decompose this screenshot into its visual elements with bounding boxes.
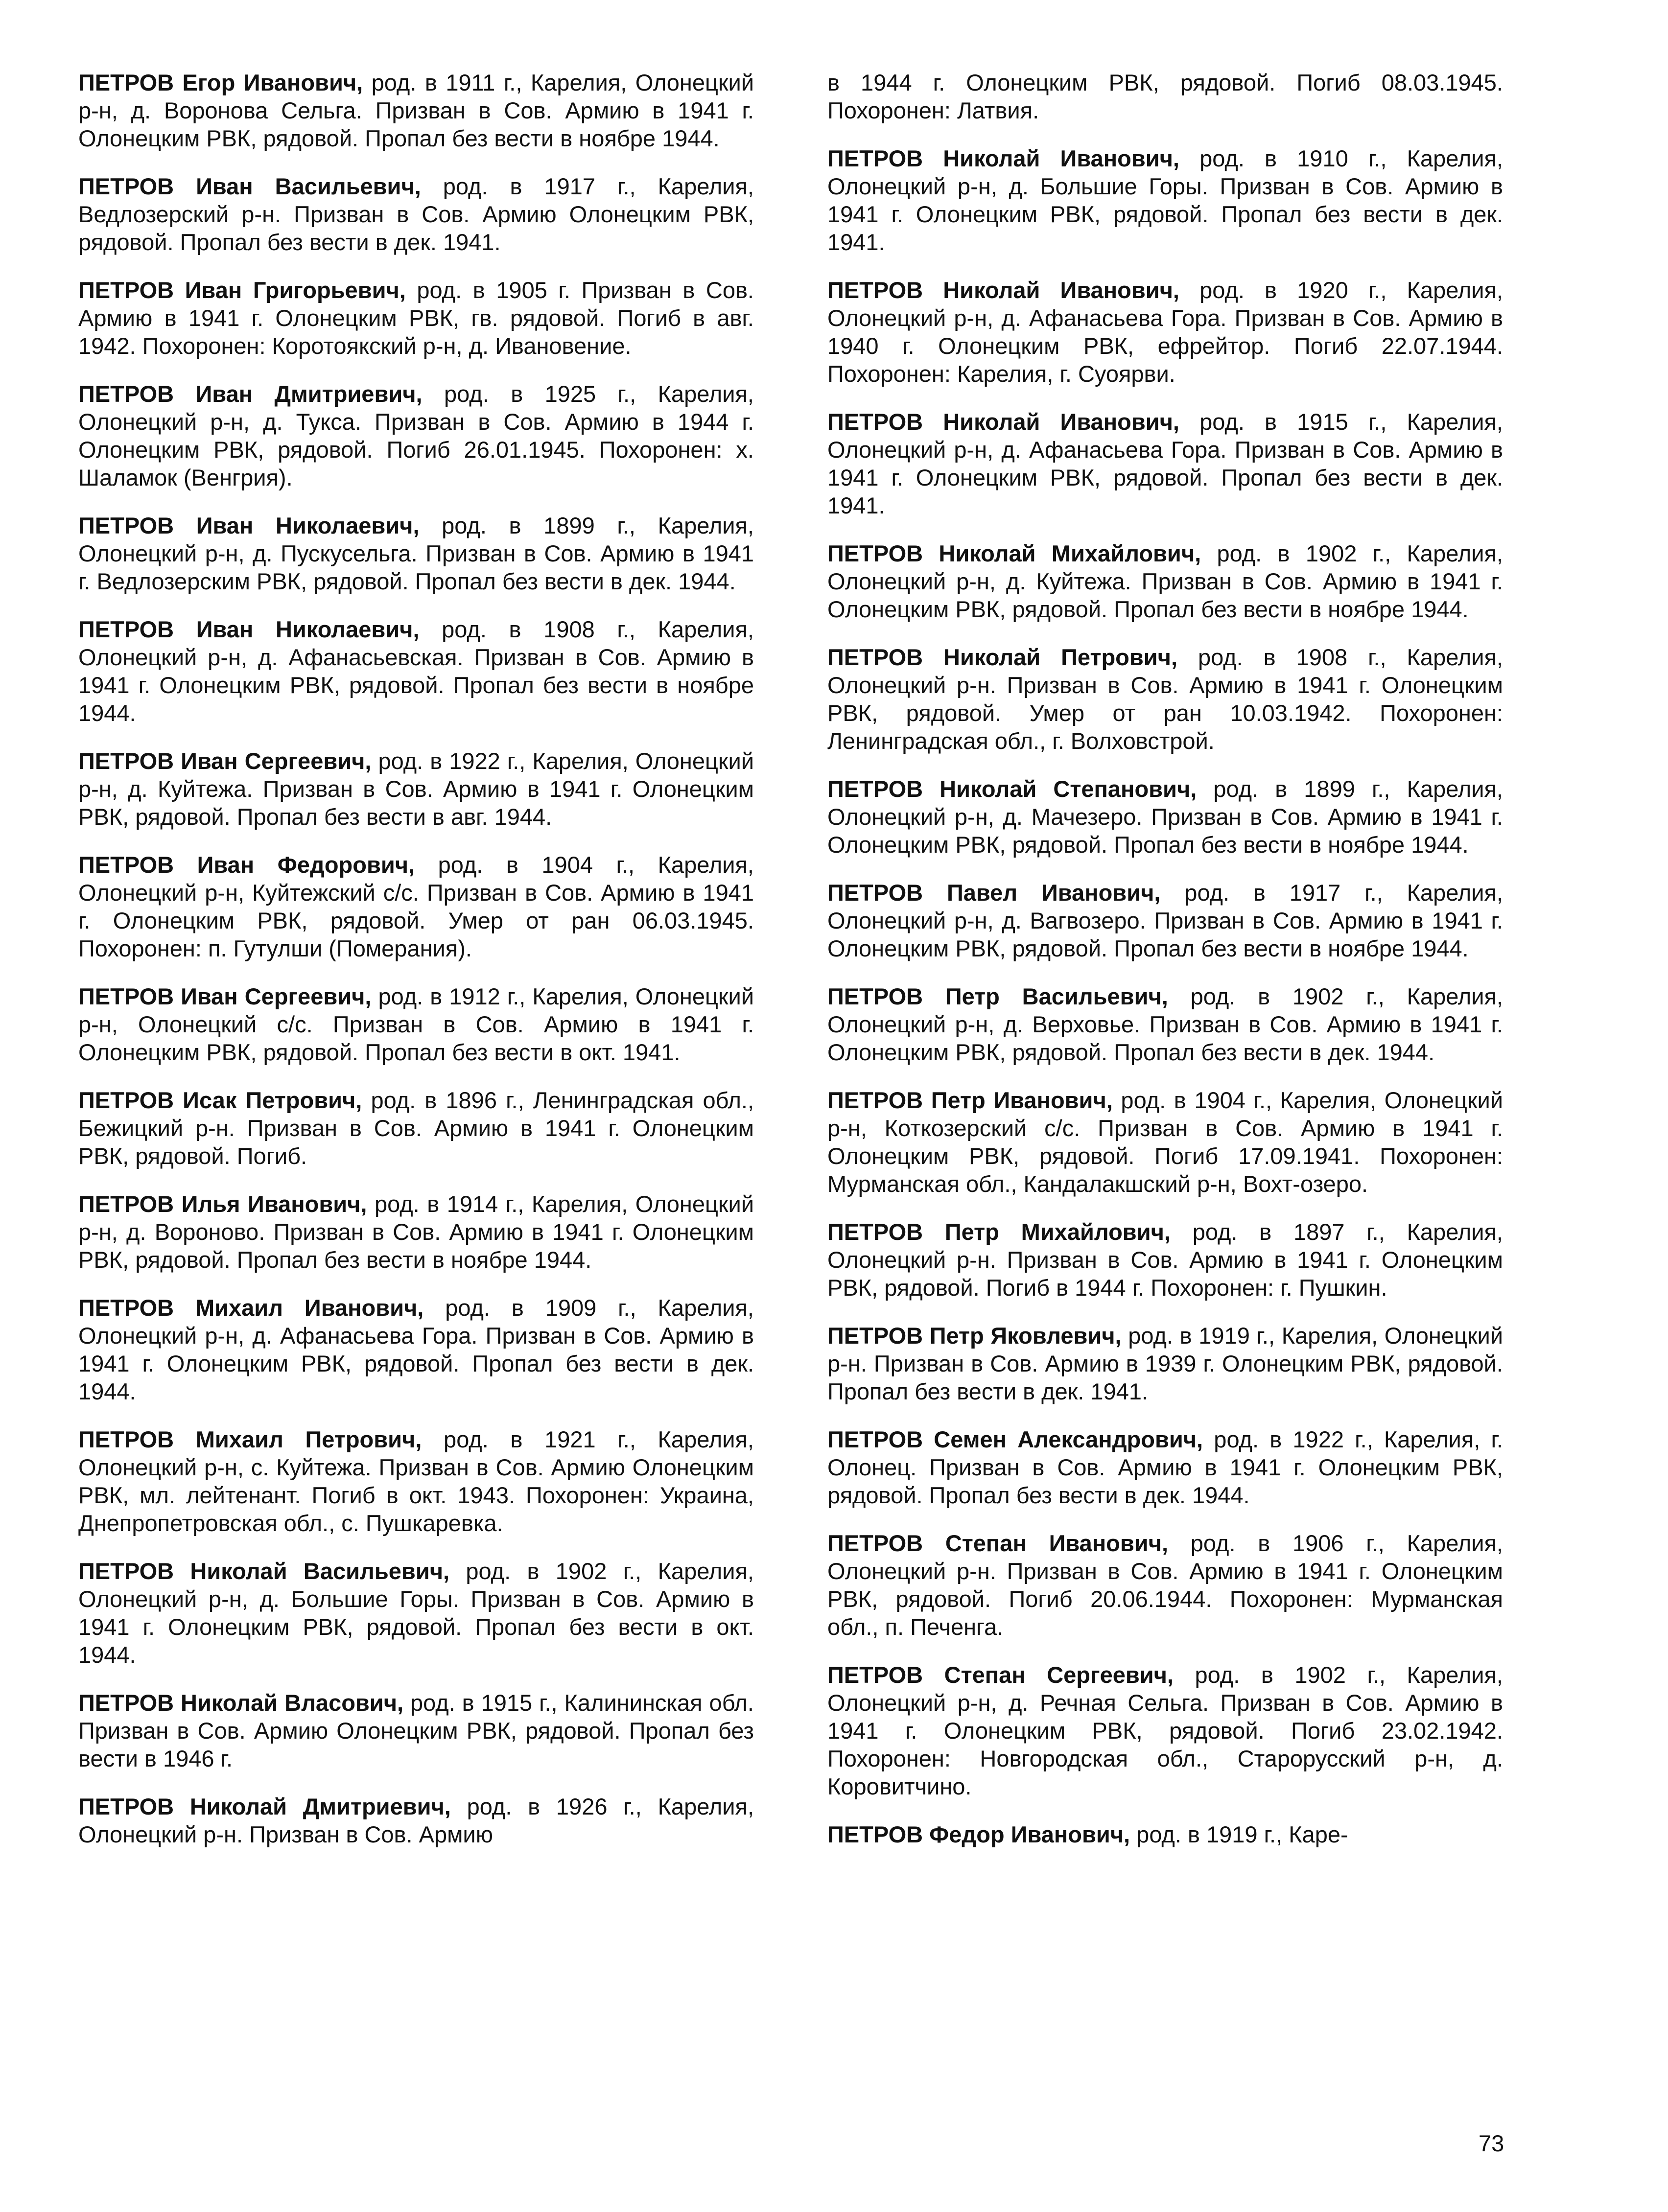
entry-name: ПЕТРОВ Михаил Петрович, [78,1426,422,1452]
entry [827,879,1503,962]
entry-name: ПЕТРОВ Иван Сергеевич, [78,748,372,774]
entry-name: ПЕТРОВ Михаил Иванович, [78,1295,424,1321]
entry-text: род. в 1917 г., Карелия, Олонецкий р-н, д. Вагвозеро. Призван в Сов. Армию в 1941 г. Олонецким РВК, рядовой. Пропал без вести в ноябре 1944. [827,880,1503,961]
entry-name: ПЕТРОВ Николай Иванович, [827,409,1179,435]
entry-text: род. в 1917 г., Карелия, Ведлозерский р-н. Призван в Сов. Армию Олонецким РВК, рядовой. Пропал без вести в дек. 1941. [78,173,754,255]
entry-name: ПЕТРОВ Петр Михайлович, [827,1219,1171,1245]
entry-name: ПЕТРОВ Петр Иванович, [827,1087,1113,1113]
entry-name: ПЕТРОВ Николай Дмитриевич, [78,1793,451,1819]
entry-text: род. в 1925 г., Карелия, Олонецкий р-н, д. Тукса. Призван в Сов. Армию в 1944 г. Олонецким РВК, рядовой. Погиб 26.01.1945. Похоронен: х. Шаламок (Венгрия). [78,381,754,490]
entry-name: ПЕТРОВ Иван Дмитриевич, [78,381,423,407]
entry-text: род. в 1922 г., Карелия, г. Олонец. Призван в Сов. Армию в 1941 г. Олонецким РВК, рядовой. Пропал без вести в дек. 1944. [827,1426,1503,1508]
entry-name: ПЕТРОВ Федор Иванович, [827,1821,1130,1847]
entry-text: род. в 1920 г., Карелия, Олонецкий р-н, д. Афанасьева Гора. Призван в Сов. Армию в 1940 г. Олонецким РВК, ефрейтор. Погиб 22.07.1944. Похоронен: Карелия, г. Суоярви. [827,277,1503,387]
entry-text: род. в 1896 г., Ленинградская обл., Бежицкий р-н. Призван в Сов. Армию в 1941 г. Олонецким РВК, рядовой. Погиб. [78,1087,754,1169]
entry-text: род. в 1919 г., Карелия, Олонецкий р-н. Призван в Сов. Армию в 1939 г. Олонецким РВК, рядовой. Пропал без вести в дек. 1941. [827,1323,1503,1404]
left-column [78,69,754,1868]
entry-name: ПЕТРОВ Николай Иванович, [827,145,1179,171]
entry [78,512,754,595]
entry-text: род. в 1926 г., Карелия, Олонецкий р-н. Призван в Сов. Армию [78,1793,754,1847]
entry-text: род. в 1910 г., Карелия, Олонецкий р-н, д. Большие Горы. Призван в Сов. Армию в 1941 г. Олонецким РВК, рядовой. Пропал без вести в дек. 1941. [827,145,1503,255]
entry-text: род. в 1908 г., Карелия, Олонецкий р-н. Призван в Сов. Армию в 1941 г. Олонецким РВК, рядовой. Умер от ран 10.03.1942. Похоронен: Ленинградская обл., г. Волховстрой. [827,644,1503,754]
entry-text: род. в 1902 г., Карелия, Олонецкий р-н, д. Речная Сельга. Призван в Сов. Армию в 1941 г. Олонецким РВК, рядовой. Погиб 23.02.1942. Похоронен: Новгородская обл., Старорусский р-н, д. Коровитчино. [827,1662,1503,1799]
entry [827,1529,1503,1641]
entry [78,380,754,491]
entry-name: ПЕТРОВ Николай Михайлович, [827,540,1201,566]
entry [78,1689,754,1772]
entry [827,1661,1503,1800]
entry-text: род. в 1906 г., Карелия, Олонецкий р-н. Призван в Сов. Армию в 1941 г. Олонецким РВК, рядовой. Погиб 20.06.1944. Похоронен: Мурманская обл., п. Печенга. [827,1530,1503,1640]
entry-text: род. в 1902 г., Карелия, Олонецкий р-н, д. Куйтежа. Призван в Сов. Армию в 1941 г. Олонецким РВК, рядовой. Пропал без вести в ноябре 1944. [827,540,1503,622]
entry [827,539,1503,623]
entry [78,1294,754,1405]
entry [78,172,754,256]
entry [827,1086,1503,1198]
entry-text: род. в 1905 г. Призван в Сов. Армию в 1941 г. Олонецким РВК, гв. рядовой. Погиб в авг. 1942. Похоронен: Коротоякский р-н, д. Ивановение. [78,277,754,359]
entry-name: ПЕТРОВ Степан Сергеевич, [827,1662,1174,1688]
entry [827,276,1503,388]
entry-name: ПЕТРОВ Иван Николаевич, [78,512,420,538]
entry [78,1557,754,1669]
entry [78,276,754,360]
entry-text: род. в 1909 г., Карелия, Олонецкий р-н, д. Афанасьева Гора. Призван в Сов. Армию в 1941 г. Олонецким РВК, рядовой. Пропал без вести в дек. 1944. [78,1295,754,1404]
entry [827,408,1503,519]
entry-text: род. в 1902 г., Карелия, Олонецкий р-н, д. Большие Горы. Призван в Сов. Армию в 1941 г. Олонецким РВК, рядовой. Пропал без вести в окт. 1944. [78,1558,754,1668]
entry-name: ПЕТРОВ Николай Иванович, [827,277,1179,303]
entry [827,144,1503,256]
entry-name: ПЕТРОВ Степан Иванович, [827,1530,1169,1556]
entry [78,982,754,1066]
right-column [827,69,1503,1868]
entry-text: в 1944 г. Олонецким РВК, рядовой. Погиб 08.03.1945. Похоронен: Латвия. [827,70,1503,123]
entry-name: ПЕТРОВ Павел Иванович, [827,880,1161,906]
entry-text: род. в 1915 г., Карелия, Олонецкий р-н, д. Афанасьева Гора. Призван в Сов. Армию в 1941 г. Олонецким РВК, рядовой. Пропал без вести в дек. 1941. [827,409,1503,518]
entry [78,615,754,727]
entry-name: ПЕТРОВ Николай Власович, [78,1690,404,1716]
entry-text: род. в 1902 г., Карелия, Олонецкий р-н, д. Верховье. Призван в Сов. Армию в 1941 г. Олонецким РВК, рядовой. Пропал без вести в дек. 1944. [827,983,1503,1065]
entry [827,69,1503,124]
entry-text: род. в 1904 г., Карелия, Олонецкий р-н, Куйтежский с/с. Призван в Сов. Армию в 1941 г. Олонецким РВК, рядовой. Умер от ран 06.03.1945. Похоронен: п. Гутулши (Померания). [78,852,754,961]
entry [78,1793,754,1848]
entry-name: ПЕТРОВ Иван Григорьевич, [78,277,406,303]
entry-text: род. в 1919 г., Каре- [1130,1821,1348,1847]
entry-name: ПЕТРОВ Петр Яковлевич, [827,1323,1122,1349]
entry-text: род. в 1921 г., Карелия, Олонецкий р-н, с. Куйтежа. Призван в Сов. Армию Олонецким РВК, мл. лейтенант. Погиб в окт. 1943. Похоронен: Украина, Днепропетровская обл., с. Пушкаревка. [78,1426,754,1536]
entry [78,1425,754,1537]
entry-text: род. в 1911 г., Карелия, Олонецкий р-н, д. Воронова Сельга. Призван в Сов. Армию в 1941 г. Олонецким РВК, рядовой. Пропал без вести в ноябре 1944. [78,70,754,151]
page-number: 73 [1479,2130,1504,2156]
entry [78,69,754,152]
entry-text: род. в 1904 г., Карелия, Олонецкий р-н, Коткозерский с/с. Призван в Сов. Армию в 1941 г. Олонецким РВК, рядовой. Погиб 17.09.1941. Похоронен: Мурманская обл., Кандалакшский р-н, Вохт-озеро. [827,1087,1503,1197]
entry [78,851,754,962]
entry [827,775,1503,859]
entry-text: род. в 1912 г., Карелия, Олонецкий р-н, Олонецкий с/с. Призван в Сов. Армию в 1941 г. Олонецким РВК, рядовой. Пропал без вести в окт. 1941. [78,983,754,1065]
entry [78,747,754,831]
entry-text: род. в 1914 г., Карелия, Олонецкий р-н, д. Вороново. Призван в Сов. Армию в 1941 г. Олонецким РВК, рядовой. Пропал без вести в ноябре 1944. [78,1191,754,1273]
entry-text: род. в 1899 г., Карелия, Олонецкий р-н, д. Пускусельга. Призван в Сов. Армию в 1941 г. Ведлозерским РВК, рядовой. Пропал без вести в дек. 1944. [78,512,754,594]
entry-name: ПЕТРОВ Илья Иванович, [78,1191,367,1217]
entry-name: ПЕТРОВ Николай Петрович, [827,644,1178,670]
entry-name: ПЕТРОВ Иван Федорович, [78,852,415,878]
entry [827,1322,1503,1405]
entry-name: ПЕТРОВ Николай Степанович, [827,776,1197,802]
entry-name: ПЕТРОВ Иван Николаевич, [78,616,420,642]
entry [827,643,1503,755]
entry [78,1190,754,1274]
entry-text: род. в 1908 г., Карелия, Олонецкий р-н, д. Афанасьевская. Призван в Сов. Армию в 1941 г. Олонецким РВК, рядовой. Пропал без вести в ноябре 1944. [78,616,754,726]
entry-name: ПЕТРОВ Иван Васильевич, [78,173,421,199]
entry [827,982,1503,1066]
entry-name: ПЕТРОВ Егор Иванович, [78,70,363,95]
entry [78,1086,754,1170]
entry-name: ПЕТРОВ Исак Петрович, [78,1087,362,1113]
entry-text: род. в 1915 г., Калининская обл. Призван в Сов. Армию Олонецким РВК, рядовой. Пропал без вести в 1946 г. [78,1690,754,1771]
entry-name: ПЕТРОВ Иван Сергеевич, [78,983,372,1009]
entry [827,1425,1503,1509]
entry-text: род. в 1897 г., Карелия, Олонецкий р-н. Призван в Сов. Армию в 1941 г. Олонецким РВК, рядовой. Погиб в 1944 г. Похоронен: г. Пушкин. [827,1219,1503,1301]
entry-name: ПЕТРОВ Семен Александрович, [827,1426,1203,1452]
entry-name: ПЕТРОВ Николай Васильевич, [78,1558,450,1584]
entry [827,1218,1503,1302]
entry [827,1820,1503,1848]
entry-name: ПЕТРОВ Петр Васильевич, [827,983,1168,1009]
entry-text: род. в 1899 г., Карелия, Олонецкий р-н, д. Мачезеро. Призван в Сов. Армию в 1941 г. Олонецким РВК, рядовой. Пропал без вести в ноябре 1944. [827,776,1503,858]
entry-text: род. в 1922 г., Карелия, Олонецкий р-н, д. Куйтежа. Призван в Сов. Армию в 1941 г. Олонецким РВК, рядовой. Пропал без вести в авг. 1944. [78,748,754,830]
